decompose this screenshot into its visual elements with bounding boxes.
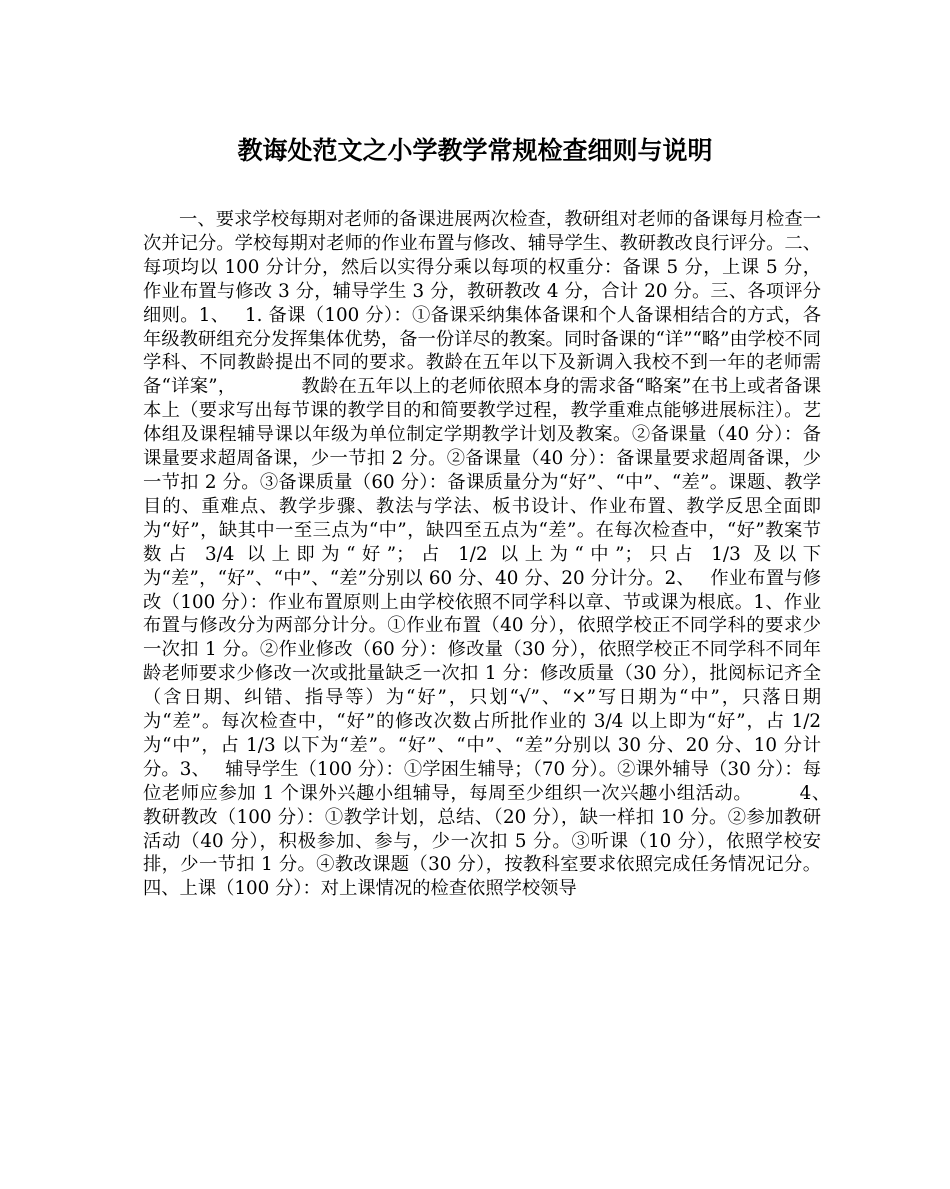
document-title: 教诲处范文之小学教学常规检查细则与说明 [237,136,713,165]
document-body-paragraph: 一、要求学校每期对老师的备课进展两次检查，教研组对老师的备课每月检查一次并记分。学校每期对老师的作业布置与修改、辅导学生、教研教改良行评分。二、每项均以 100 分计分，然后以实得分乘以每项的权重分：备课 5 分，上课 5 分，作业布置与修改 3 分，辅导学生 3 分，教研教改 4 分，合计 20 分。三、各项评分细则。1、 1. 备课（100 分）：①备课采纳集体备课和个人备课相结合的方式，各年级教研组充分发挥集体优势，备一份详尽的教案。同时备课的“详”“略”由学校不同学科、不同教龄提出不同的要求。教龄在五年以下及新调入我校不到一年的老师需备“详案”， 教龄在五年以上的老师依照本身的需求备“略案”在书上或者备课本上（要求写出每节课的教学目的和简要教学过程，教学重难点能够进展标注）。艺体组及课程辅导课以年级为单位制定学期教学计划及教案。②备课量（40 分）：备课量要求超周备课，少一节扣 2 分。②备课量（40 分）：备课量要求超周备课，少一节扣 2 分。③备课质量（60 分）：备课质量分为“好”、“中”、“差”。课题、教学目的、重难点、教学步骤、教法与学法、板书设计、作业布置、教学反思全面即为“好”，缺其中一至三点为“中”，缺四至五点为“差”。在每次检查中，“好”教案节数占 3/4 以上即为“好”；占 1/2 以上为“中”；只占 1/3 及以下为“差”，“好”、“中”、“差”分别以 60 分、40 分、20 分计分。2、 作业布置与修改（100 分）：作业布置原则上由学校依照不同学科以章、节或课为根底。1、作业布置与修改分为两部分计分。①作业布置（40 分），依照学校正不同学科的要求少一次扣 1 分。②作业修改（60 分）：修改量（30 分），依照学校正不同学科不同年龄老师要求少修改一次或批量缺乏一次扣 1 分：修改质量（30 分），批阅标记齐全（含日期、纠错、指导等）为“好”，只划“√”、“×”写日期为“中”，只落日期为“差”。每次检查中，“好”的修改次数占所批作业的 3/4 以上即为“好”，占 1/2 为“中”，占 1/3 以下为“差”。“好”、“中”、“差”分别以 30 分、20 分、10 分计分。3、 辅导学生（100 分）：①学困生辅导；（70 分）。②课外辅导（30 分）：每位老师应参加 1 个课外兴趣小组辅导，每周至少组织一次兴趣小组活动。 4、 教研教改（100 分）：①教学计划，总结、（20 分），缺一样扣 10 分。②参加教研活动（40 分），积极参加、参与，少一次扣 5 分。③听课（10 分），依照学校安排，少一节扣 1 分。④教改课题（30 分），按教科室要求依照完成任务情况记分。四、上课（100 分）：对上课情况的检查依照学校领导 [143,209,846,900]
